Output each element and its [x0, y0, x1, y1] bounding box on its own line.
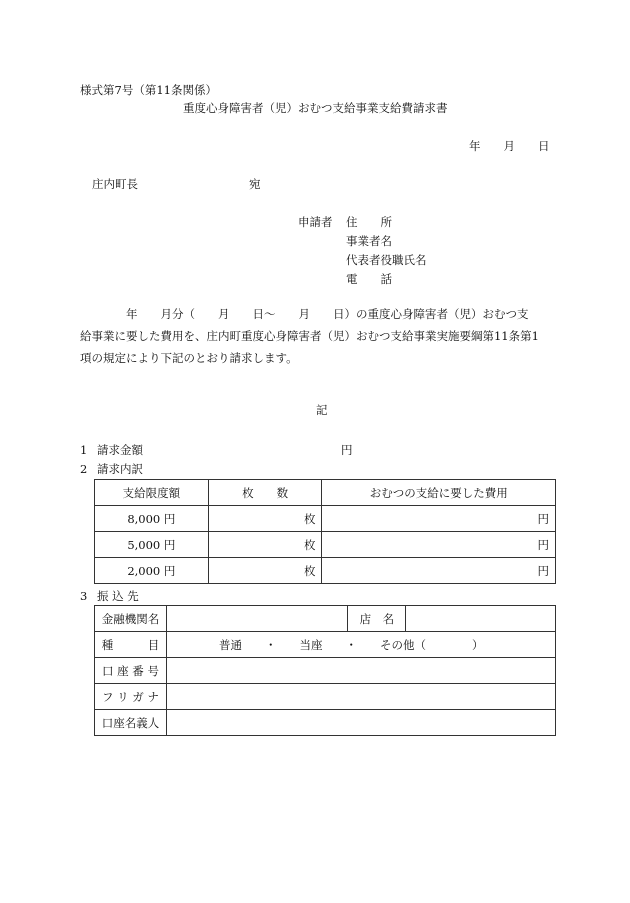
- document-title: 重度心身障害者（児）おむつ支給事業支給費請求書: [183, 101, 448, 115]
- section2-number: 2: [80, 462, 88, 476]
- count-cell: 枚: [208, 506, 322, 532]
- applicant-label: 申請者: [298, 215, 333, 229]
- furigana-label: フ リ ガ ナ: [95, 684, 167, 710]
- cost-cell: 円: [322, 558, 556, 584]
- date-line: 年 月 日: [469, 139, 550, 153]
- section3-number: 3: [80, 589, 88, 603]
- count-cell: 枚: [208, 532, 322, 558]
- header-cost: おむつの支給に要した費用: [322, 480, 556, 506]
- limit-cell: 2,000 円: [95, 558, 209, 584]
- header-limit: 支給限度額: [95, 480, 209, 506]
- bank-value: [166, 606, 347, 632]
- account-number-label: 口 座 番 号: [95, 658, 167, 684]
- addressee-suffix: 宛: [249, 177, 261, 191]
- breakdown-table: [94, 479, 556, 584]
- type-row: [95, 632, 556, 658]
- body-line: 項の規定により下記のとおり請求します。: [80, 351, 298, 365]
- applicant-representative-label: 代表者役職氏名: [346, 253, 427, 267]
- section3-label: 振 込 先: [97, 589, 139, 603]
- ki-heading: 記: [316, 403, 328, 417]
- body-line: 給事業に要した費用を、庄内町重度心身障害者（児）おむつ支給事業実施要綱第11条第1: [80, 329, 539, 343]
- body-line: 年 月分（ 月 日〜 月 日）の重度心身障害者（児）おむつ支: [80, 307, 529, 321]
- header-count: 枚 数: [208, 480, 322, 506]
- count-cell: 枚: [208, 558, 322, 584]
- account-number-value: [166, 658, 555, 684]
- bank-row: [95, 606, 556, 632]
- addressee-name: 庄内町長: [92, 177, 138, 191]
- furigana-value: [166, 684, 555, 710]
- body-paragraph: [80, 303, 560, 369]
- holder-label: 口座名義人: [95, 710, 167, 736]
- form-number: 様式第7号（第11条関係）: [80, 83, 217, 97]
- section1-unit: 円: [341, 443, 353, 457]
- cost-cell: 円: [322, 506, 556, 532]
- type-options: 普通 ・ 当座 ・ その他（ ）: [166, 632, 555, 658]
- type-label: 種 目: [95, 632, 167, 658]
- limit-cell: 8,000 円: [95, 506, 209, 532]
- applicant-address-label: 住 所: [346, 215, 392, 229]
- table-row: [95, 558, 556, 584]
- branch-label: 店 名: [348, 606, 406, 632]
- applicant-phone-label: 電 話: [346, 272, 392, 286]
- holder-value: [166, 710, 555, 736]
- section1-label: 請求金額: [97, 443, 143, 457]
- transfer-table: [94, 605, 556, 736]
- holder-row: [95, 710, 556, 736]
- table-row: [95, 532, 556, 558]
- branch-value: [406, 606, 556, 632]
- furigana-row: [95, 684, 556, 710]
- limit-cell: 5,000 円: [95, 532, 209, 558]
- section2-label: 請求内訳: [97, 462, 143, 476]
- section1-number: 1: [80, 443, 88, 457]
- table-row: [95, 506, 556, 532]
- account-number-row: [95, 658, 556, 684]
- applicant-business-label: 事業者名: [346, 234, 392, 248]
- bank-label: 金融機関名: [95, 606, 167, 632]
- cost-cell: 円: [322, 532, 556, 558]
- table-header-row: [95, 480, 556, 506]
